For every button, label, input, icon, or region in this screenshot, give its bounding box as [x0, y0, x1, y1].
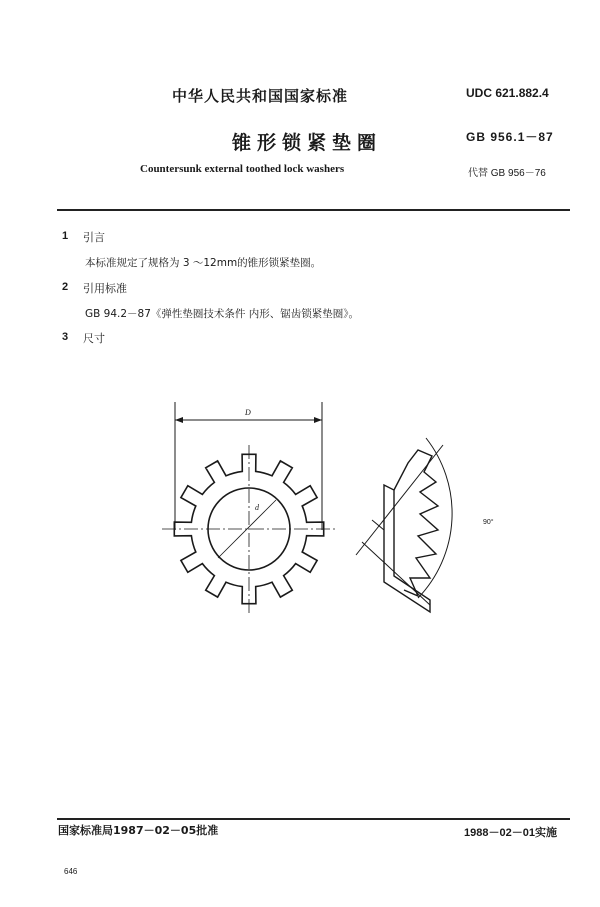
washer-teeth-profile: [394, 450, 438, 596]
arrow-right: [314, 417, 322, 423]
angle-line-lower: [362, 542, 430, 605]
footer-rule: [57, 818, 570, 820]
section-number: 1: [62, 230, 69, 242]
section-title: 引言: [83, 231, 105, 244]
front-view: [162, 402, 336, 615]
section-title: 引用标准: [83, 282, 127, 295]
angle-label: 90°: [483, 519, 494, 526]
document-title-cn: 锥形锁紧垫圈: [232, 132, 383, 154]
dim-d-label: d: [255, 503, 259, 512]
approval-date: 国家标准局1987－02－05批准: [58, 824, 219, 837]
angle-arc: [418, 438, 452, 598]
effective-date: 1988－02－01实施: [464, 827, 557, 839]
side-view: [356, 438, 452, 612]
arrow-left: [175, 417, 183, 423]
standard-org: 中华人民共和国国家标准: [172, 87, 349, 105]
replaces-note: 代替 GB 956－76: [468, 168, 546, 179]
section-title: 尺寸: [83, 332, 105, 345]
udc-code: UDC 621.882.4: [466, 86, 549, 100]
section-number: 2: [62, 281, 69, 293]
page-number: 646: [64, 867, 78, 876]
dim-D-label: D: [245, 408, 251, 417]
section-number: 3: [62, 331, 69, 343]
section-body: GB 94.2－87《弹性垫圈技术条件 内形、锯齿锁紧垫圈》。: [85, 308, 360, 320]
document-title-en: Countersunk external toothed lock washers: [140, 163, 345, 175]
section-body: 本标准规定了规格为 3 ～12mm的锥形锁紧垫圈。: [85, 257, 322, 269]
gb-code: GB 956.1－87: [466, 130, 554, 144]
